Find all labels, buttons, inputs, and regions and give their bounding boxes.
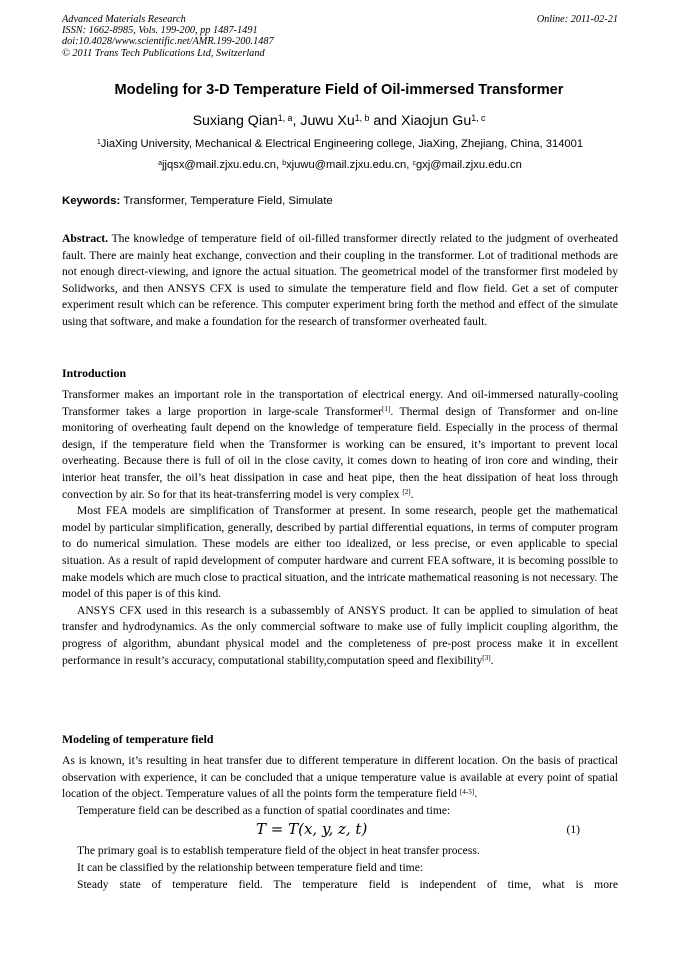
equation-row bbox=[62, 819, 618, 843]
email-separator: , bbox=[406, 159, 413, 171]
abstract-label: Abstract. bbox=[62, 232, 109, 245]
citation-1: [1] bbox=[382, 405, 391, 413]
email-mark: b bbox=[282, 159, 287, 167]
modeling-paragraph-3: The primary goal is to establish temperature field of the object in heat transfer process. bbox=[77, 844, 480, 858]
intro-p1-text: Transformer makes an important role in the transportation of electrical energy. And oil-immersed naturally-cooling Transformer takes a large proportion in large-scale Transformer bbox=[62, 388, 618, 418]
modeling-p1-text: As is known, it’s resulting in heat transfer due to different temperature in different location. On the basis of practical observation with experience, it can be concluded that a unique temperature value is available at every point of spatial location of the object. Temperature values of all the points form the temperature field bbox=[62, 754, 618, 801]
author-list bbox=[0, 113, 678, 129]
intro-paragraph-1 bbox=[62, 387, 618, 503]
email-mark: a bbox=[158, 159, 163, 167]
author-separator: and bbox=[369, 113, 402, 129]
citation-4-5: [4-5] bbox=[459, 787, 475, 796]
author-name: Juwu Xu bbox=[300, 113, 355, 129]
journal-copyright: © 2011 Trans Tech Publications Ltd, Switzerland bbox=[62, 47, 265, 59]
journal-header bbox=[62, 14, 618, 59]
online-date: Online: 2011-02-21 bbox=[536, 14, 618, 25]
intro-paragraph-2: Most FEA models are simplification of Transformer at present. In some research, people get the mathematical model by particular simplification, generally, described by partial differential equations, in terms of computer program to do numerical simulation. These models are either too idealized, or less precise, or even applicable to special situation. As a result of rapid development of computer hardware and current FEA software, it is becoming possible to make models which are much close to practical situation, and the intricate mathematical reasoning is not necessary. The model of this paper is of this kind. bbox=[62, 504, 618, 601]
journal-doi: doi:10.4028/www.scientific.net/AMR.199-200.1487 bbox=[62, 36, 274, 48]
modeling-paragraph-1 bbox=[62, 753, 618, 803]
author-separator: , bbox=[292, 113, 301, 129]
paper-title: Modeling for 3-D Temperature Field of Oil-immersed Transformer bbox=[114, 82, 564, 98]
abstract-text: The knowledge of temperature field of oil-filled transformer directly related to the judgment of overheated fault. There are mainly heat exchange, convection and their coupling in the transformer. Lot of traditional methods are not enough direct-viewing, and ignore the actual situation. The geometrical model of the transformer first modeled by Solidworks, and then ANSYS CFX is used to simulate the temperature field and flow field. Get a set of computer experiment result which can be reference. This computer experiment bring forth the method and effect of the simulate using that software, and make a foundation for the research of transformer overheated fault. bbox=[62, 232, 618, 328]
modeling-heading: Modeling of temperature field bbox=[62, 732, 214, 746]
email-address[interactable]: xjuwu@mail.zjxu.edu.cn bbox=[286, 159, 407, 171]
email-mark: c bbox=[412, 159, 416, 167]
modeling-paragraph-5: Steady state of temperature field. The temperature field is independent of time, what is more bbox=[77, 877, 618, 891]
introduction-body bbox=[62, 387, 618, 669]
citation-2: [2] bbox=[402, 487, 411, 496]
email-list bbox=[62, 159, 618, 171]
keywords bbox=[62, 195, 618, 207]
modeling-body bbox=[62, 753, 618, 893]
journal-name: Advanced Materials Research bbox=[62, 14, 186, 25]
citation-3: [3] bbox=[482, 653, 491, 662]
email-address[interactable]: gxj@mail.zjxu.edu.cn bbox=[415, 159, 522, 171]
affiliation-mark: 1 bbox=[96, 138, 101, 146]
author-affiliation-mark: 1, a bbox=[277, 112, 293, 123]
email-address[interactable]: jjqsx@mail.zjxu.edu.cn bbox=[162, 159, 276, 171]
modeling-paragraph-2: Temperature field can be described as a function of spatial coordinates and time: bbox=[77, 803, 451, 817]
keywords-text: Transformer, Temperature Field, Simulate bbox=[120, 195, 333, 207]
author-name: Xiaojun Gu bbox=[401, 113, 472, 129]
keywords-label: Keywords: bbox=[62, 195, 121, 207]
intro-p1-text-cont: . Thermal design of Transformer and on-line monitoring of overheating fault depend on the knowledge of temperature field. Especially in the process of thermal design, if the temperature field when the Transformer is working can be ensured, it’s important to prevent local overheating. Because there is full of oil in the close cavity, it comes down to heating of iron core and winding, their interior heat transfer, the oil’s heat dissipation in case and heat pipe, then the heat dissipation of heat loss through convection by air. So for that its heat-transferring model is very complex bbox=[62, 404, 618, 501]
intro-paragraph-3 bbox=[62, 603, 618, 669]
author-name: Suxiang Qian bbox=[192, 113, 278, 129]
journal-issn: ISSN: 1662-8985, Vols. 199-200, pp 1487-1491 bbox=[62, 25, 258, 37]
intro-p3-text: ANSYS CFX used in this research is a subassembly of ANSYS product. It can be applied to simulation of heat transfer and hydrodynamics. As the only commercial software to make use of fully implicit coupling algorithm, the progress of algorithm, abundant physical model and the completeness of pre-post process make it in excellent performance in result’s accuracy, computational stability,computation speed and flexibility bbox=[62, 603, 618, 667]
email-separator: , bbox=[275, 159, 283, 171]
affiliation bbox=[62, 138, 618, 150]
abstract-paragraph bbox=[62, 231, 618, 331]
equation: T = T(x, y, z, t) bbox=[256, 820, 368, 839]
affiliation-text: JiaXing University, Mechanical & Electrical Engineering college, JiaXing, Zhejiang, China, 314001 bbox=[100, 138, 584, 150]
author-affiliation-mark: 1, c bbox=[471, 112, 486, 123]
modeling-paragraph-4: It can be classified by the relationship between temperature field and time: bbox=[77, 860, 424, 874]
abstract bbox=[62, 231, 618, 331]
modeling-p1-end: . bbox=[474, 787, 478, 801]
author-affiliation-mark: 1, b bbox=[354, 112, 370, 123]
introduction-heading: Introduction bbox=[62, 366, 127, 380]
intro-p3-end: . bbox=[490, 653, 494, 667]
intro-p1-end: . bbox=[410, 487, 414, 501]
equation-number: (1) bbox=[566, 823, 580, 837]
